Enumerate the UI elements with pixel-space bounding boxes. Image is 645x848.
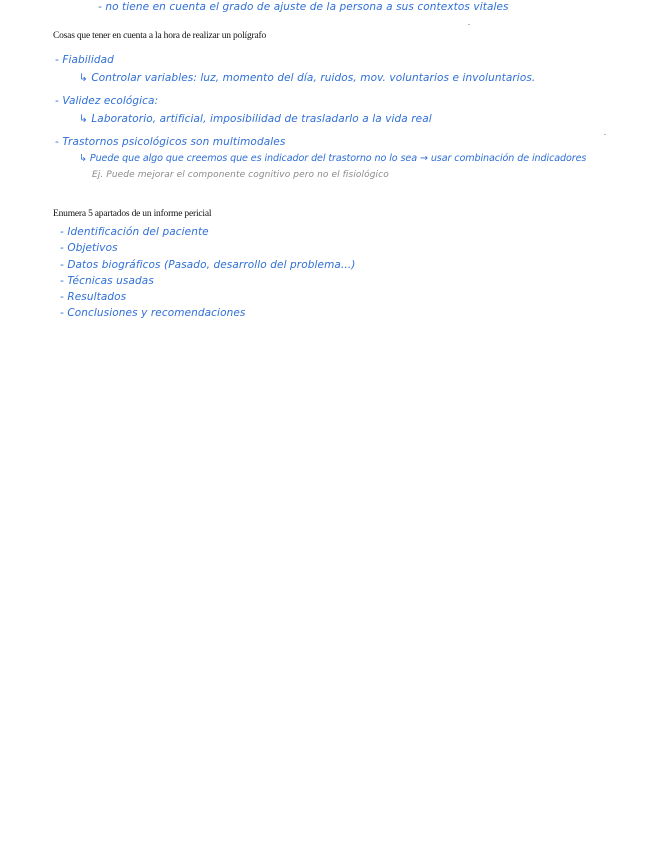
section-heading-polygraph: Cosas que tener en cuenta a la hora de realizar un polígrafo: [53, 31, 266, 41]
stray-mark: [604, 134, 606, 135]
note-example-line: Ej. Puede mejorar el componente cognitivo pero no el fisiológico: [92, 170, 389, 180]
list-item-identificacion: - Identificación del paciente: [60, 226, 209, 238]
note-item-validez-ecologica: - Validez ecológica:: [55, 95, 159, 107]
list-item-tecnicas: - Técnicas usadas: [60, 275, 154, 287]
stray-mark: [468, 24, 470, 25]
note-item-trastornos: - Trastornos psicológicos son multimodales: [55, 136, 286, 148]
note-subitem-controlar-variables: ↳ Controlar variables: luz, momento del día, ruidos, mov. voluntarios e involuntarios.: [79, 72, 536, 84]
note-item-fiabilidad: - Fiabilidad: [55, 54, 114, 66]
list-item-resultados: - Resultados: [60, 291, 127, 303]
list-item-datos-biograficos: - Datos biográficos (Pasado, desarrollo del problema...): [60, 259, 356, 271]
note-line-top: - no tiene en cuenta el grado de ajuste de la persona a sus contextos vitales: [98, 1, 509, 13]
section-heading-informe: Enumera 5 apartados de un informe pericial: [53, 209, 212, 219]
list-item-objetivos: - Objetivos: [60, 242, 118, 254]
note-subitem-indicadores: ↳ Puede que algo que creemos que es indicador del trastorno no lo sea → usar combinación de indicadores: [79, 153, 587, 164]
note-subitem-laboratorio: ↳ Laboratorio, artificial, imposibilidad de trasladarlo a la vida real: [79, 113, 432, 125]
list-item-conclusiones: - Conclusiones y recomendaciones: [60, 307, 246, 319]
